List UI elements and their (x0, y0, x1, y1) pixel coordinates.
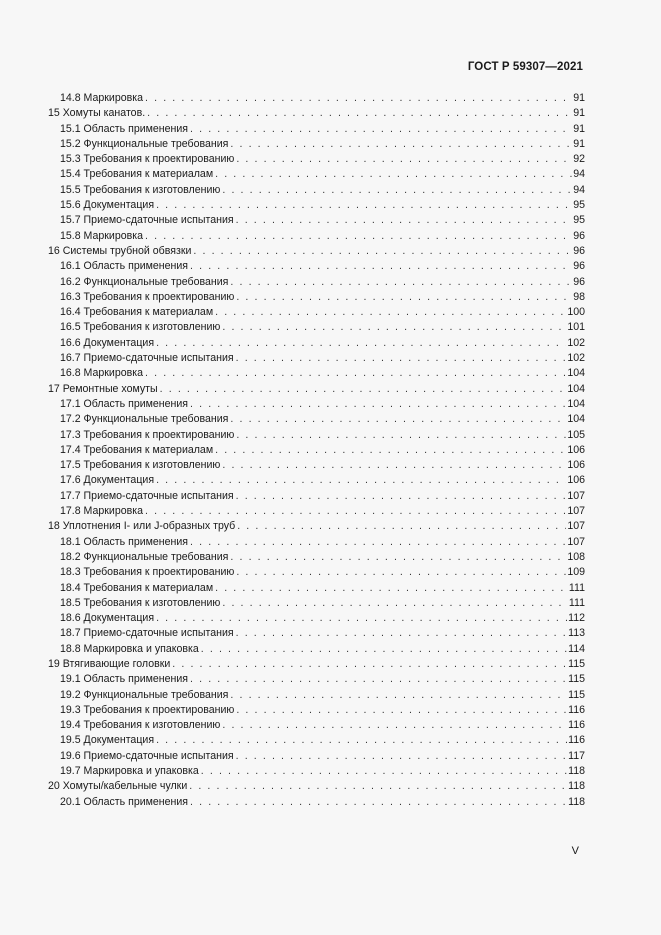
toc-subsection-entry[interactable] (48, 290, 585, 305)
toc-entry-title: 16.4 Требования к материалам (60, 306, 214, 319)
dot-leader (215, 167, 572, 182)
toc-entry-title: 20 Хомуты/кабельные чулки (48, 780, 188, 793)
page-number: V (571, 845, 579, 857)
toc-entry-title: 15.4 Требования к материалам (60, 168, 214, 181)
dot-leader (147, 106, 572, 121)
dot-leader (145, 229, 572, 244)
toc-subsection-entry[interactable] (48, 152, 585, 167)
toc-entry-page: 105 (567, 428, 585, 441)
toc-entry-page: 111 (568, 596, 585, 609)
toc-entry-page: 115 (568, 688, 585, 701)
toc-subsection-entry[interactable] (48, 535, 585, 550)
toc-entry-title: 20.1 Область применения (60, 795, 189, 808)
toc-entry-title: 18.6 Документация (60, 612, 155, 625)
dot-leader (145, 366, 566, 381)
dot-leader (190, 259, 572, 274)
toc-entry-title: 19.4 Требования к изготовлению (60, 719, 221, 732)
dot-leader (156, 336, 566, 351)
toc-entry-page: 118 (568, 795, 585, 808)
dot-leader (190, 672, 567, 687)
toc-entry-title: 18.2 Функциональные требования (60, 550, 229, 563)
dot-leader (189, 779, 567, 794)
dot-leader (222, 320, 566, 335)
toc-entry-title: 15.8 Маркировка (60, 229, 144, 242)
toc-entry-title: 17.8 Маркировка (60, 505, 144, 518)
toc-entry-page: 118 (568, 765, 585, 778)
toc-section-entry[interactable] (48, 106, 585, 121)
dot-leader (236, 749, 567, 764)
toc-subsection-entry[interactable] (48, 672, 585, 687)
toc-entry-page: 106 (567, 443, 585, 456)
toc-entry-page: 91 (573, 92, 585, 104)
toc-entry-title: 18 Уплотнения I- или J-образных труб (48, 520, 236, 533)
toc-entry-page: 96 (573, 275, 585, 288)
toc-entry-title: 17 Ремонтные хомуты (48, 382, 158, 395)
toc-subsection-entry[interactable] (48, 611, 585, 626)
dot-leader (222, 596, 568, 611)
toc-entry-title: 14.8 Маркировка (60, 92, 144, 104)
toc-entry-page: 94 (573, 183, 585, 196)
toc-entry-title: 19.2 Функциональные требования (60, 688, 229, 701)
toc-entry-page: 107 (567, 520, 585, 533)
toc-entry-page: 96 (573, 244, 585, 257)
dot-leader (172, 657, 567, 672)
dot-leader (160, 382, 567, 397)
toc-subsection-entry[interactable] (48, 275, 585, 290)
toc-subsection-entry[interactable] (48, 550, 585, 565)
toc-section-entry[interactable] (48, 519, 585, 534)
dot-leader (156, 611, 567, 626)
toc-entry-title: 19 Втягивающие головки (48, 657, 171, 670)
toc-entry-page: 104 (567, 397, 585, 410)
dot-leader (193, 244, 572, 259)
dot-leader (236, 565, 566, 580)
toc-entry-page: 92 (573, 153, 585, 166)
toc-entry-title: 19.7 Маркировка и упаковка (60, 765, 199, 778)
dot-leader (215, 443, 566, 458)
toc-entry-page: 104 (567, 367, 585, 380)
toc-entry-page: 113 (568, 627, 585, 640)
toc-subsection-entry[interactable] (48, 229, 585, 244)
dot-leader (230, 137, 572, 152)
toc-entry-title: 16 Системы трубной обвязки (48, 244, 192, 257)
toc-subsection-entry[interactable] (48, 581, 585, 596)
toc-subsection-entry[interactable] (48, 596, 585, 611)
dot-leader (236, 351, 567, 366)
toc-entry-page: 104 (567, 413, 585, 426)
toc-subsection-entry[interactable] (48, 489, 585, 504)
toc-entry-title: 15.1 Область применения (60, 122, 189, 135)
toc-entry-title: 15.3 Требования к проектированию (60, 153, 235, 166)
dot-leader (156, 473, 566, 488)
toc-subsection-entry[interactable] (48, 213, 585, 228)
toc-entry-title: 18.5 Требования к изготовлению (60, 596, 221, 609)
toc-subsection-entry[interactable] (48, 565, 585, 580)
toc-entry-title: 15.7 Приемо-сдаточные испытания (60, 214, 234, 227)
toc-entry-page: 116 (568, 703, 585, 716)
toc-entry-title: 18.3 Требования к проектированию (60, 566, 235, 579)
toc-entry-page: 108 (567, 550, 585, 563)
toc-entry-title: 18.8 Маркировка и упаковка (60, 642, 199, 655)
toc-entry-page: 100 (567, 306, 585, 319)
toc-entry-title: 15 Хомуты канатов. (48, 107, 146, 120)
toc-entry-page: 96 (573, 229, 585, 242)
toc-entry-page: 102 (567, 336, 585, 349)
toc-entry-page: 98 (573, 290, 585, 303)
toc-subsection-entry[interactable] (48, 703, 585, 718)
dot-leader (230, 688, 567, 703)
toc-subsection-entry[interactable] (48, 733, 585, 748)
dot-leader (236, 152, 572, 167)
dot-leader (156, 733, 567, 748)
toc-subsection-entry[interactable] (48, 91, 585, 106)
toc-section-entry[interactable] (48, 657, 585, 672)
dot-leader (236, 703, 567, 718)
toc-entry-title: 17.4 Требования к материалам (60, 443, 214, 456)
toc-subsection-entry[interactable] (48, 473, 585, 488)
toc-subsection-entry[interactable] (48, 320, 585, 335)
toc-subsection-entry[interactable] (48, 167, 585, 182)
toc-entry-page: 96 (573, 260, 585, 273)
toc-entry-title: 18.4 Требования к материалам (60, 581, 214, 594)
toc-entry-title: 17.5 Требования к изготовлению (60, 459, 221, 472)
toc-subsection-entry[interactable] (48, 122, 585, 137)
dot-leader (230, 550, 566, 565)
toc-entry-title: 17.3 Требования к проектированию (60, 428, 235, 441)
dot-leader (230, 412, 566, 427)
dot-leader (230, 275, 572, 290)
toc-subsection-entry[interactable] (48, 351, 585, 366)
toc-subsection-entry[interactable] (48, 366, 585, 381)
dot-leader (190, 535, 566, 550)
toc-entry-page: 116 (568, 719, 585, 732)
toc-entry-page: 115 (568, 673, 585, 686)
toc-entry-title: 16.2 Функциональные требования (60, 275, 229, 288)
toc-subsection-entry[interactable] (48, 749, 585, 764)
dot-leader (190, 795, 567, 810)
toc-entry-title: 16.7 Приемо-сдаточные испытания (60, 352, 234, 365)
toc-entry-page: 94 (573, 168, 585, 181)
toc-section-entry[interactable] (48, 244, 585, 259)
dot-leader (156, 198, 572, 213)
toc-entry-page: 104 (567, 382, 585, 395)
dot-leader (145, 91, 572, 106)
dot-leader (190, 122, 572, 137)
toc-entry-title: 19.5 Документация (60, 734, 155, 747)
toc-subsection-entry[interactable] (48, 305, 585, 320)
toc-subsection-entry[interactable] (48, 764, 585, 779)
toc-entry-title: 16.3 Требования к проектированию (60, 290, 235, 303)
toc-entry-title: 15.5 Требования к изготовлению (60, 183, 221, 196)
dot-leader (222, 718, 567, 733)
toc-section-entry[interactable] (48, 779, 585, 794)
toc-entry-page: 106 (567, 474, 585, 487)
toc-entry-title: 15.2 Функциональные требования (60, 137, 229, 150)
toc-entry-title: 19.3 Требования к проектированию (60, 703, 235, 716)
toc-entry-title: 18.7 Приемо-сдаточные испытания (60, 627, 234, 640)
toc-entry-page: 107 (567, 535, 585, 548)
toc-entry-page: 91 (573, 122, 585, 135)
toc-entry-page: 91 (573, 107, 585, 120)
toc-entry-page: 107 (567, 505, 585, 518)
toc-subsection-entry[interactable] (48, 259, 585, 274)
toc-entry-page: 112 (568, 612, 585, 625)
toc-entry-page: 117 (568, 749, 585, 762)
toc-entry-page: 101 (567, 321, 585, 334)
toc-entry-page: 111 (568, 581, 585, 594)
dot-leader (201, 764, 567, 779)
dot-leader (222, 183, 572, 198)
toc-entry-title: 16.5 Требования к изготовлению (60, 321, 221, 334)
dot-leader (222, 458, 566, 473)
toc-entry-title: 16.8 Маркировка (60, 367, 144, 380)
dot-leader (236, 489, 567, 504)
toc-section-entry[interactable] (48, 382, 585, 397)
toc-subsection-entry[interactable] (48, 183, 585, 198)
toc-entry-title: 15.6 Документация (60, 199, 155, 212)
toc-entry-page: 114 (568, 642, 585, 655)
toc-subsection-entry[interactable] (48, 137, 585, 152)
dot-leader (236, 213, 573, 228)
toc-entry-page: 107 (567, 489, 585, 502)
toc-entry-title: 19.1 Область применения (60, 673, 189, 686)
dot-leader (236, 290, 572, 305)
toc-entry-page: 115 (568, 657, 585, 670)
toc-entry-page: 109 (567, 566, 585, 579)
dot-leader (236, 428, 566, 443)
toc-subsection-entry[interactable] (48, 504, 585, 519)
toc-subsection-entry[interactable] (48, 397, 585, 412)
toc-subsection-entry[interactable] (48, 443, 585, 458)
toc-subsection-entry[interactable] (48, 795, 585, 810)
toc-subsection-entry[interactable] (48, 336, 585, 351)
toc-entry-title: 16.1 Область применения (60, 260, 189, 273)
toc-subsection-entry[interactable] (48, 198, 585, 213)
dot-leader (190, 397, 566, 412)
dot-leader (215, 305, 566, 320)
toc-entry-page: 106 (567, 459, 585, 472)
toc-entry-title: 16.6 Документация (60, 336, 155, 349)
toc-entry-page: 102 (567, 352, 585, 365)
toc-entry-page: 95 (573, 199, 585, 212)
toc-subsection-entry[interactable] (48, 412, 585, 427)
dot-leader (237, 519, 566, 534)
toc-entry-title: 17.7 Приемо-сдаточные испытания (60, 489, 234, 502)
dot-leader (215, 581, 568, 596)
dot-leader (201, 642, 567, 657)
dot-leader (145, 504, 566, 519)
toc-subsection-entry[interactable] (48, 718, 585, 733)
toc-entry-title: 17.1 Область применения (60, 397, 189, 410)
toc-subsection-entry[interactable] (48, 458, 585, 473)
toc-entry-title: 17.6 Документация (60, 474, 155, 487)
toc-entry-title: 18.1 Область применения (60, 535, 189, 548)
toc-entry-page: 116 (568, 734, 585, 747)
toc-subsection-entry[interactable] (48, 688, 585, 703)
toc-subsection-entry[interactable] (48, 428, 585, 443)
toc-entry-page: 95 (573, 214, 585, 227)
toc-entry-title: 19.6 Приемо-сдаточные испытания (60, 749, 234, 762)
toc-entry-page: 91 (573, 137, 585, 150)
toc-entry-title: 17.2 Функциональные требования (60, 413, 229, 426)
dot-leader (236, 626, 567, 641)
table-of-contents (48, 91, 585, 810)
document-header: ГОСТ Р 59307—2021 (467, 61, 583, 73)
toc-entry-page: 118 (568, 780, 585, 793)
toc-subsection-entry[interactable] (48, 642, 585, 657)
toc-subsection-entry[interactable] (48, 626, 585, 641)
